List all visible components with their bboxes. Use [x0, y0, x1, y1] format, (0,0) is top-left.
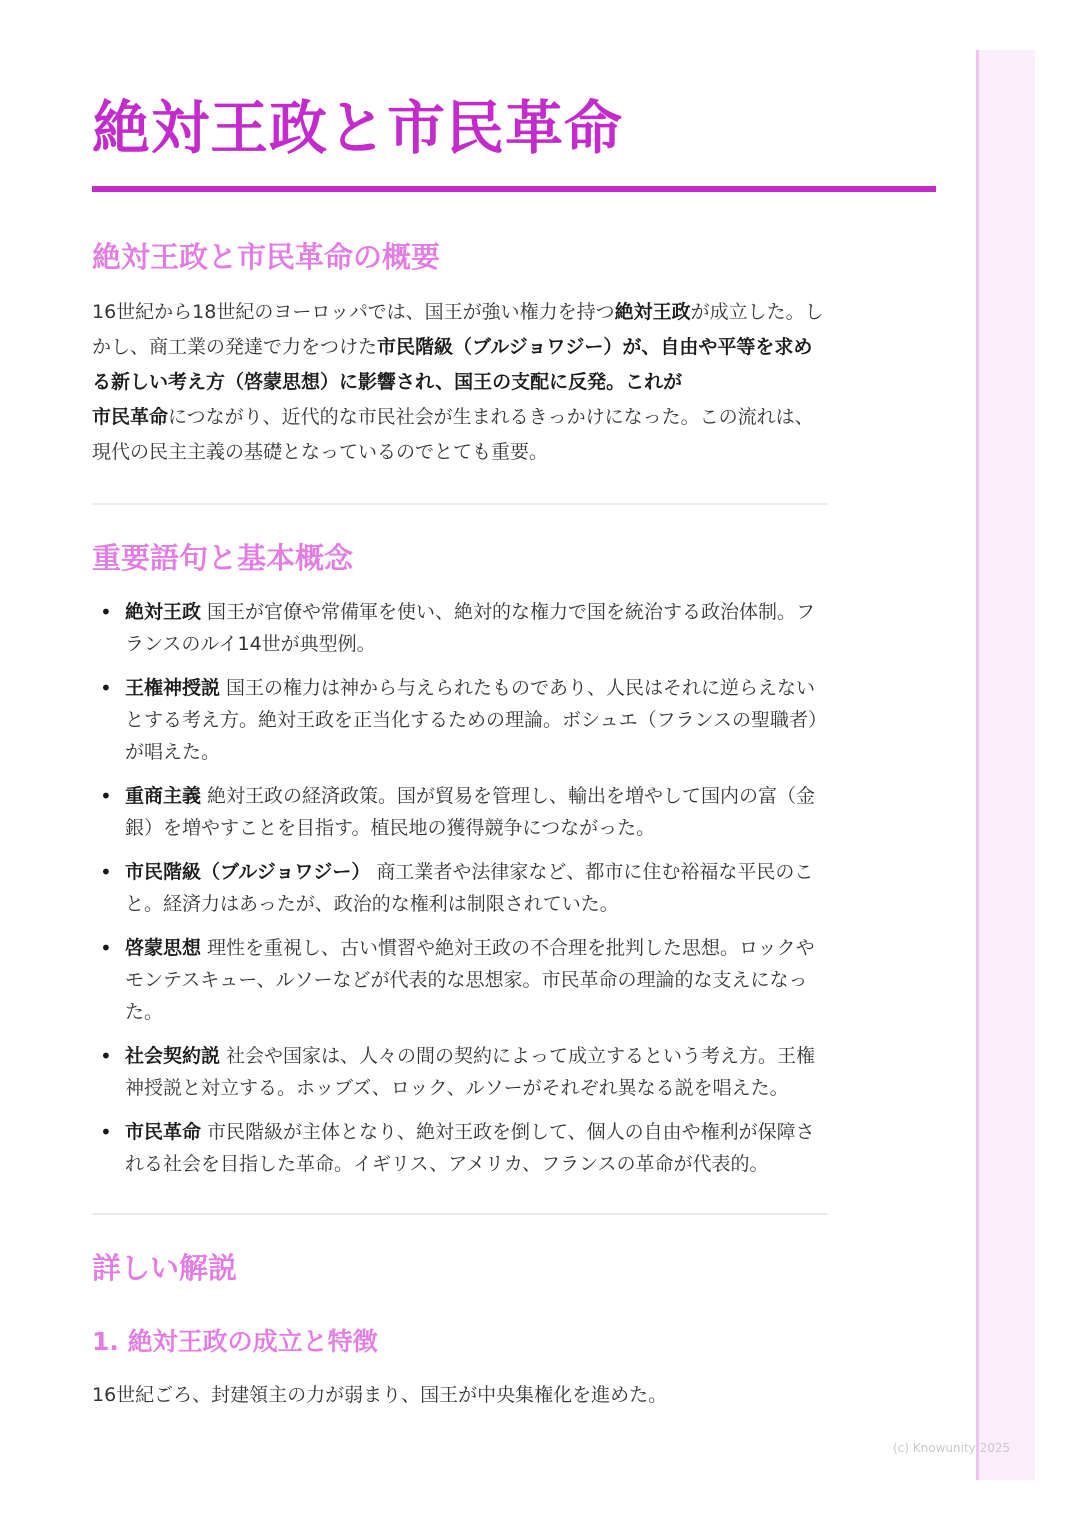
term-item [92, 780, 828, 844]
term-description: 商工業者や法律家など、都市に住む裕福な平民のこと。経済力はあったが、政治的な権利は制限されていた。 [125, 861, 814, 915]
term-name: 市民革命 [125, 1121, 202, 1143]
term-description: 社会や国家は、人々の間の契約によって成立するという考え方。王権神授説と対立する。ホッブズ、ロック、ルソーがそれぞれ異なる説を唱えた。 [125, 1045, 816, 1099]
document-body [92, 0, 936, 1413]
overview-text: につながり、近代的な市民社会が生まれるきっかけになった。この流れは、現代の民主主義の基礎となっているのでとても重要。 [92, 406, 814, 463]
bullet-icon: • [100, 1044, 112, 1068]
copyright-notice: (c) Knowunity 2025 [893, 1441, 1011, 1455]
term-item [92, 1040, 828, 1104]
term-item [92, 932, 828, 1028]
details-heading: 詳しい解説 [92, 1251, 238, 1285]
term-name: 王権神授説 [125, 677, 221, 699]
bullet-icon: • [100, 1120, 112, 1144]
overview-bold: 絶対王政 [614, 301, 691, 323]
term-name: 社会契約説 [125, 1045, 221, 1067]
term-item [92, 1116, 828, 1180]
term-description: 国王が官僚や常備軍を使い、絶対的な権力で国を統治する政治体制。フランスのルイ14世が典型例。 [125, 601, 816, 655]
overview-text: 16世紀から18世紀のヨーロッパでは、国王が強い権力を持つ [92, 301, 615, 323]
details-subheading: 1. 絶対王政の成立と特徴 [92, 1327, 378, 1356]
overview-text: が成立した。しかし、商工業の発達で力をつけた [92, 301, 824, 358]
bullet-icon: • [100, 860, 112, 884]
term-name: 絶対王政 [125, 601, 202, 623]
term-item [92, 596, 828, 660]
section-divider [92, 503, 828, 505]
content-column [92, 237, 828, 1413]
section-divider [92, 1213, 828, 1215]
details-paragraph: 16世紀ごろ、封建領主の力が弱まり、国王が中央集権化を進めた。 [92, 1384, 668, 1406]
terms-heading: 重要語句と基本概念 [92, 541, 354, 575]
term-name: 啓蒙思想 [125, 937, 202, 959]
terms-list [92, 596, 828, 1180]
term-item [92, 856, 828, 920]
term-description: 理性を重視し、古い慣習や絶対王政の不合理を批判した思想。ロックやモンテスキュー、ルソーなどが代表的な思想家。市民革命の理論的な支えになった。 [125, 937, 815, 1023]
term-item [92, 672, 828, 768]
term-description: 市民階級が主体となり、絶対王政を倒して、個人の自由や権利が保障される社会を目指した革命。イギリス、アメリカ、フランスの革命が代表的。 [125, 1121, 815, 1175]
overview-bold: 市民革命 [92, 406, 169, 428]
bullet-icon: • [100, 784, 112, 808]
term-name: 市民階級（ブルジョワジー） [125, 861, 371, 883]
term-description: 絶対王政の経済政策。国が貿易を管理し、輸出を増やして国内の富（金銀）を増やすことを目指す。植民地の獲得競争につながった。 [125, 785, 816, 839]
bullet-icon: • [100, 676, 112, 700]
side-decoration-strip [976, 50, 1035, 1480]
page-title: 絶対王政と市民革命 [92, 94, 624, 162]
term-description: 国王の権力は神から与えられたものであり、人民はそれに逆らえないとする考え方。絶対王政を正当化するための理論。ボシュエ（フランスの聖職者）が唱えた。 [125, 677, 828, 763]
bullet-icon: • [100, 936, 112, 960]
title-underline [92, 186, 936, 192]
bullet-icon: • [100, 600, 112, 624]
overview-paragraph [92, 295, 828, 470]
overview-bold: 市民階級（ブルジョワジー）が、自由や平等を求める新しい考え方（啓蒙思想）に影響され、国王の支配に反発。これが [92, 336, 813, 393]
overview-heading: 絶対王政と市民革命の概要 [92, 240, 441, 274]
term-name: 重商主義 [125, 785, 202, 807]
